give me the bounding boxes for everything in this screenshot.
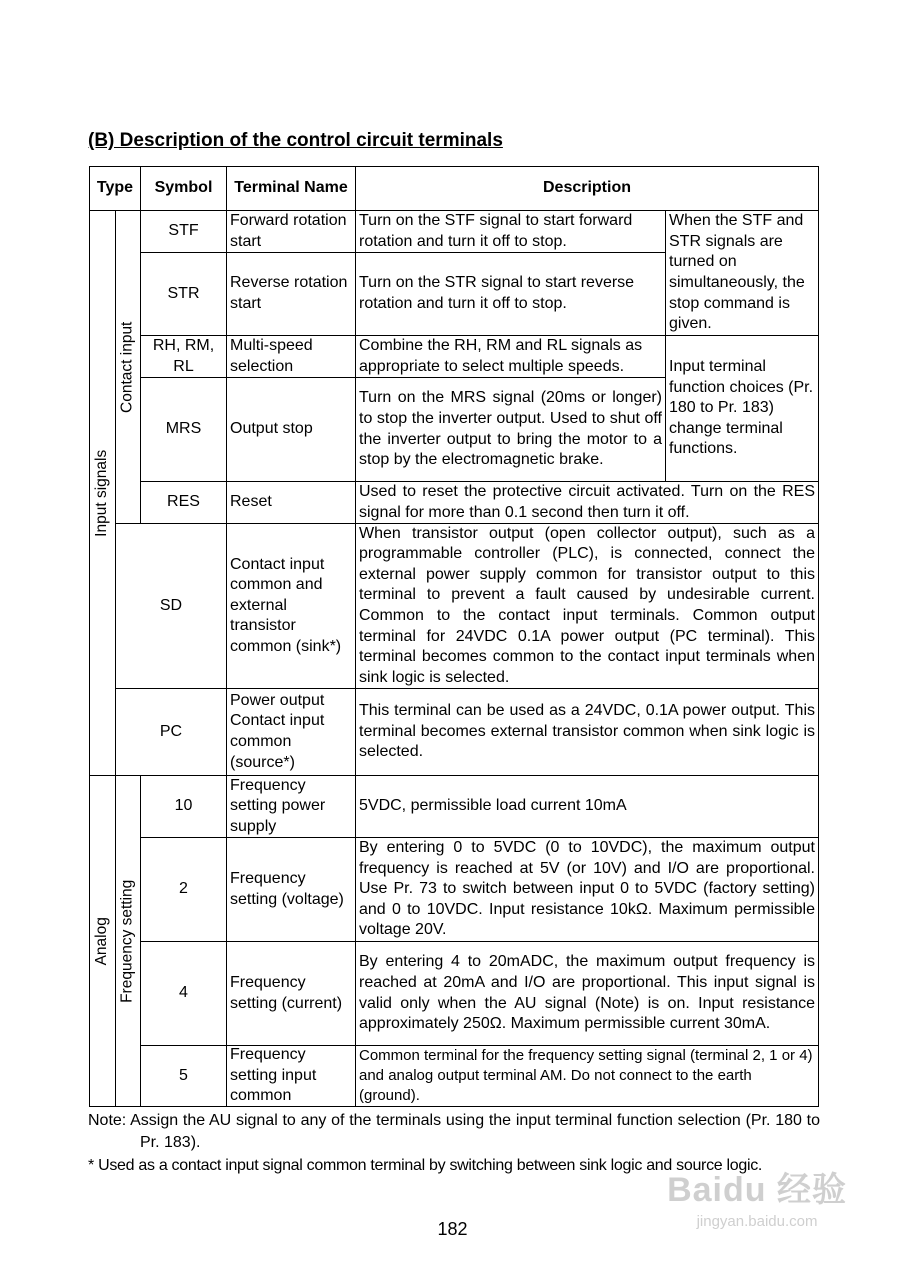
description-cell: When transistor output (open collector output), such as a programmable controller (PLC), is connected, connect the external power supply common for transistor output to this terminal to prevent a fault caused by undesirable current. Common to the contact input terminals. Common output terminal for 24VDC 0.1A power output (PC terminal). This terminal becomes common to the contact input terminals when sink logic is selected. (356, 524, 818, 689)
side-note-stf-str: When the STF and STR signals are turned on simultaneously, the stop command is given. (666, 211, 818, 336)
terminal-name-cell: Reverse rotation start (227, 253, 356, 336)
terminal-name-cell: Multi-speed selection (227, 336, 356, 378)
symbol-cell: STF (141, 211, 227, 253)
terminal-name-cell: Output stop (227, 378, 356, 482)
symbol-cell: SD (116, 524, 227, 689)
terminal-name-cell: Contact input common and external transistor common (sink*) (227, 524, 356, 689)
description-cell: By entering 4 to 20mADC, the maximum output frequency is reached at 20mA and I/O are proportional. This input signal is valid only when the AU signal (Note) is on. Input resistance approximately 250Ω. Maximum permissible current 30mA. (356, 942, 818, 1046)
watermark (667, 1162, 847, 1230)
symbol-cell: 5 (141, 1046, 227, 1106)
header-description: Description (356, 167, 818, 211)
description-cell: Common terminal for the frequency setting signal (terminal 2, 1 or 4) and analog output terminal AM. Do not connect to the earth (ground). (359, 1047, 813, 1104)
symbol-cell: MRS (141, 378, 227, 482)
description-cell: This terminal can be used as a 24VDC, 0.1A power output. This terminal becomes external transistor common when sink logic is selected. (356, 689, 818, 776)
terminal-name-cell: Frequency setting input common (227, 1046, 356, 1106)
symbol-cell: 2 (141, 838, 227, 942)
symbol-cell: RH, RM, RL (141, 336, 227, 378)
terminal-name-cell: Frequency setting (voltage) (227, 838, 356, 942)
description-cell: Turn on the STR signal to start reverse rotation and turn it off to stop. (356, 253, 666, 336)
symbol-cell: 10 (141, 776, 227, 838)
header-symbol: Symbol (141, 167, 227, 211)
description-cell: 5VDC, permissible load current 10mA (356, 776, 818, 838)
symbol-cell: RES (141, 482, 227, 524)
note-text: Note: Assign the AU signal to any of the terminals using the input terminal function selection (Pr. 180 to Pr. 183). (88, 1112, 820, 1151)
terminal-name-cell: Frequency setting (current) (227, 942, 356, 1046)
page-number: 182 (437, 1219, 468, 1239)
watermark-url: jingyan.baidu.com (696, 1213, 818, 1230)
group-contact-input: Contact input (116, 211, 141, 524)
group-input-signals: Input signals (90, 211, 116, 776)
description-cell: Turn on the STF signal to start forward rotation and turn it off to stop. (356, 211, 666, 253)
section-heading: (B) Description of the control circuit terminals (88, 130, 503, 151)
watermark-logo: Baidu 经验 (667, 1171, 847, 1209)
group-frequency-setting: Frequency setting (116, 776, 141, 1106)
terminal-name-cell: Frequency setting power supply (227, 776, 356, 838)
symbol-cell: 4 (141, 942, 227, 1046)
side-note-input-terminal: Input terminal function choices (Pr. 180 to Pr. 183) change terminal functions. (666, 336, 818, 482)
description-cell: Used to reset the protective circuit activated. Turn on the RES signal for more than 0.1 second then turn it off. (356, 482, 818, 524)
header-type: Type (90, 167, 141, 211)
footnote-text: * Used as a contact input signal common terminal by switching between sink logic and source logic. (88, 1157, 763, 1174)
symbol-cell: PC (116, 689, 227, 776)
group-analog: Analog (90, 776, 116, 1106)
terminal-table (89, 166, 819, 1107)
header-terminal-name: Terminal Name (227, 167, 356, 211)
description-cell: Turn on the MRS signal (20ms or longer) to stop the inverter output. Used to shut off the inverter output to bring the motor to a stop by the electromagnetic brake. (356, 378, 666, 482)
symbol-cell: STR (141, 253, 227, 336)
terminal-name-cell: Power output Contact input common (source*) (227, 689, 356, 776)
terminal-name-cell: Reset (227, 482, 356, 524)
description-cell: By entering 0 to 5VDC (0 to 10VDC), the maximum output frequency is reached at 5V (or 10V) and I/O are proportional. Use Pr. 73 to switch between input 0 to 5VDC (factory setting) and 0 to 10VDC. Input resistance 10kΩ. Maximum permissible voltage 20V. (356, 838, 818, 942)
description-cell: Combine the RH, RM and RL signals as appropriate to select multiple speeds. (356, 336, 666, 378)
terminal-name-cell: Forward rotation start (227, 211, 356, 253)
